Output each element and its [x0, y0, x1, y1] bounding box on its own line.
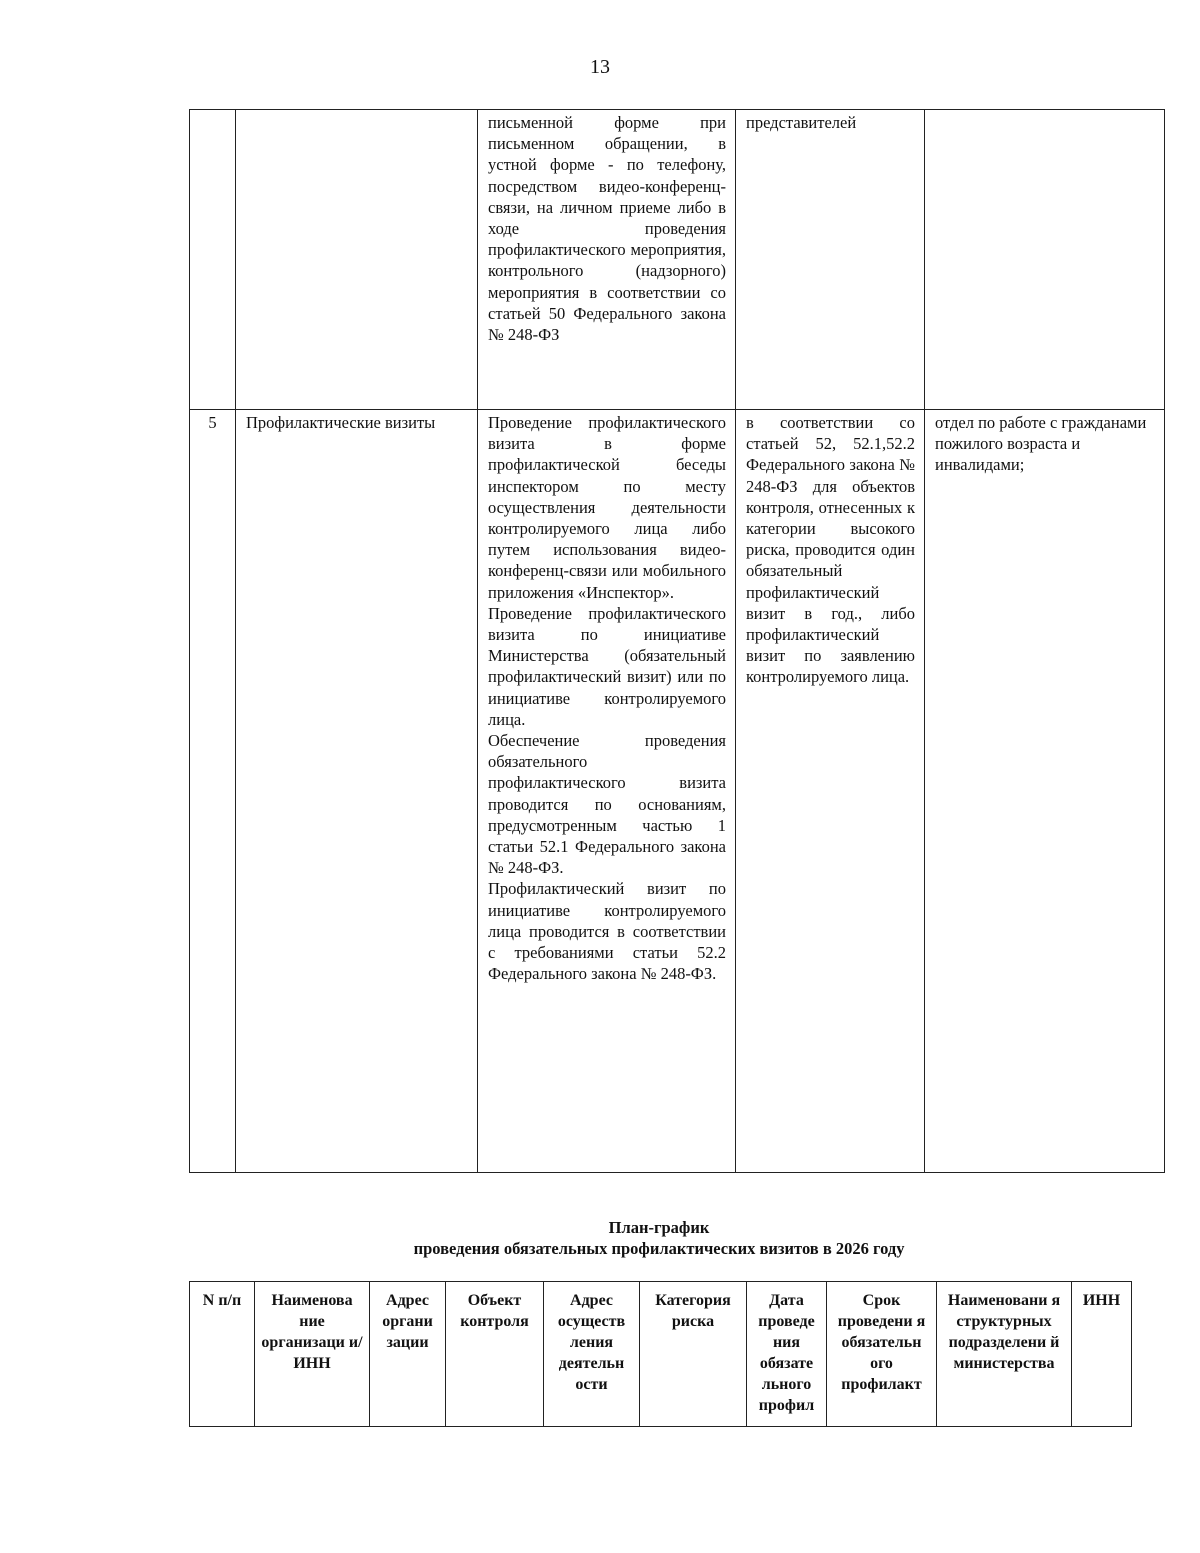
- measures-table: [189, 109, 1165, 1173]
- table-row: [190, 110, 1165, 410]
- page-number: 13: [590, 56, 610, 78]
- header-cell: Адрес осуществ ления деятельн ости: [544, 1282, 640, 1427]
- header-cell: ИНН: [1072, 1282, 1132, 1427]
- measure-name: [236, 110, 478, 410]
- header-cell: N п/п: [190, 1282, 255, 1427]
- measure-responsible: [925, 110, 1165, 410]
- header-cell: Наименовани я структурных подразделени й министерства: [937, 1282, 1072, 1427]
- plan-title-line2: проведения обязательных профилактических визитов в 2026 году: [413, 1239, 905, 1258]
- measure-period: в соответствии со статьей 52, 52.1,52.2 Федерального закона № 248-ФЗ для объектов контроля, отнесенных к категории высокого риска, проводится один обязательный профилактический визит в год., либо профилактический визит по заявлению контролируемого лица.: [736, 410, 925, 1173]
- measure-responsible: отдел по работе с гражданами пожилого возраста и инвалидами;: [925, 410, 1165, 1173]
- header-cell: Адрес органи зации: [370, 1282, 446, 1427]
- measure-content: письменной форме при письменном обращении, в устной форме - по телефону, посредством видео-конференц-связи, на личном приеме либо в ходе проведения профилактического мероприятия, контрольного (надзорного) мероприятия в соответствии со статьей 50 Федерального закона № 248-ФЗ: [478, 110, 736, 410]
- content-paragraph: Профилактический визит по инициативе контролируемого лица проводится в соответствии с требованиями статьи 52.2 Федерального закона № 248-ФЗ.: [488, 879, 726, 984]
- header-cell: Наименова ние организаци и/ИНН: [255, 1282, 370, 1427]
- content-paragraph: Проведение профилактического визита в форме профилактической беседы инспектором по месту осуществления деятельности контролируемого лица либо путем использования видео-конференц-связи или мобильного приложения «Инспектор».: [488, 413, 726, 602]
- plan-title: [189, 1217, 1129, 1259]
- measure-name: Профилактические визиты: [236, 410, 478, 1173]
- row-number: [190, 110, 236, 410]
- header-cell: Дата проведе ния обязате льного профил: [747, 1282, 827, 1427]
- measure-period: представителей: [736, 110, 925, 410]
- visit-schedule-table: [189, 1281, 1132, 1427]
- plan-title-line1: План-график: [608, 1218, 710, 1237]
- content-paragraph: Обеспечение проведения обязательного профилактического визита проводится по основаниям, предусмотренным частью 1 статьи 52.1 Федерального закона № 248-ФЗ.: [488, 731, 726, 878]
- header-row: [190, 1282, 1132, 1427]
- header-cell: Срок проведени я обязательн ого профилакт: [827, 1282, 937, 1427]
- content-paragraph: Проведение профилактического визита по инициативе Министерства (обязательный профилактический визит) или по инициативе контролируемого лица.: [488, 603, 726, 729]
- header-cell: Категория риска: [640, 1282, 747, 1427]
- table-row: [190, 410, 1165, 1173]
- measure-content: [478, 410, 736, 1173]
- header-cell: Объект контроля: [446, 1282, 544, 1427]
- row-number: 5: [190, 410, 236, 1173]
